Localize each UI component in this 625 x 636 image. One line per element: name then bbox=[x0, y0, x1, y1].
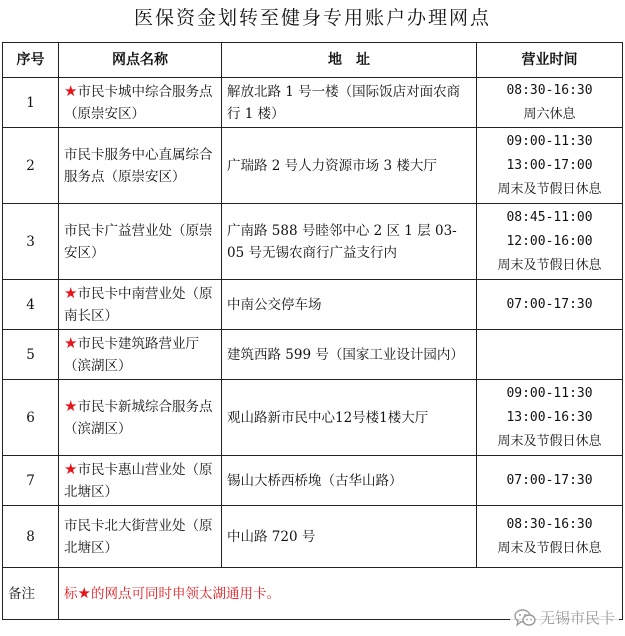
row-seq: 3 bbox=[3, 204, 59, 280]
row-hours bbox=[477, 204, 623, 280]
header-address: 地 址 bbox=[222, 43, 477, 78]
star-icon: ★ bbox=[64, 284, 78, 302]
hours-line: 周末及节假日休息 bbox=[497, 257, 602, 273]
hours-line: 周末及节假日休息 bbox=[497, 540, 602, 556]
row-hours bbox=[477, 78, 623, 128]
hours-line: 08:30-16:30 bbox=[506, 82, 593, 98]
outlet-name-text: 市民卡建筑路营业厅（滨湖区） bbox=[64, 336, 199, 374]
row-outlet-name bbox=[59, 78, 222, 128]
table-row bbox=[3, 204, 623, 280]
row-address: 中山路 720 号 bbox=[222, 506, 477, 568]
row-address: 解放北路 1 号一楼（国际饭店对面农商行 1 楼） bbox=[222, 78, 477, 128]
hours-line: 周末及节假日休息 bbox=[497, 181, 602, 197]
outlet-name-text: 市民卡北大街营业处（原北塘区） bbox=[64, 517, 213, 556]
outlet-name-text: 市民卡城中综合服务点（原崇安区） bbox=[64, 84, 213, 122]
row-outlet-name bbox=[59, 456, 222, 506]
row-address: 锡山大桥西桥堍（古华山路） bbox=[222, 456, 477, 506]
row-outlet-name bbox=[59, 380, 222, 456]
header-hours: 营业时间 bbox=[477, 43, 623, 78]
wechat-icon bbox=[514, 609, 536, 627]
star-icon: ★ bbox=[64, 460, 78, 478]
row-seq: 5 bbox=[3, 330, 59, 380]
note-label: 备注 bbox=[3, 568, 59, 620]
row-outlet-name bbox=[59, 506, 222, 568]
outlet-table bbox=[2, 42, 623, 620]
outlet-name-text: 市民卡新城综合服务点（滨湖区） bbox=[64, 399, 213, 437]
hours-line: 周六休息 bbox=[523, 106, 576, 122]
row-address: 广南路 588 号睦邻中心 2 区 1 层 03-05 号无锡农商行广益支行内 bbox=[222, 204, 477, 280]
row-address: 建筑西路 599 号（国家工业设计园内） bbox=[222, 330, 477, 380]
hours-line: 13:00-16:30 bbox=[506, 409, 593, 425]
star-icon: ★ bbox=[77, 584, 91, 602]
page-title: 医保资金划转至健身专用账户办理网点 bbox=[133, 7, 491, 29]
hours-line: 08:30-16:30 bbox=[506, 516, 593, 532]
watermark-text: 无锡市民卡 bbox=[539, 609, 615, 627]
row-address: 中南公交停车场 bbox=[222, 280, 477, 330]
row-hours bbox=[477, 128, 623, 204]
header-name: 网点名称 bbox=[59, 43, 222, 78]
row-outlet-name bbox=[59, 330, 222, 380]
hours-line: 07:00-17:30 bbox=[506, 472, 593, 488]
row-seq: 1 bbox=[3, 78, 59, 128]
row-seq: 4 bbox=[3, 280, 59, 330]
row-hours bbox=[477, 280, 623, 330]
table-header-row bbox=[3, 43, 623, 78]
row-hours bbox=[477, 456, 623, 506]
row-hours bbox=[477, 506, 623, 568]
hours-line: 12:00-16:00 bbox=[506, 233, 593, 249]
hours-line: 08:45-11:00 bbox=[506, 209, 593, 225]
hours-line: 09:00-11:30 bbox=[506, 133, 593, 149]
hours-line: 13:00-17:00 bbox=[506, 157, 593, 173]
outlet-name-text: 市民卡惠山营业处（原北塘区） bbox=[64, 462, 213, 500]
table-row bbox=[3, 128, 623, 204]
hours-line: 07:00-17:30 bbox=[506, 296, 593, 312]
star-icon: ★ bbox=[64, 334, 78, 352]
row-address: 观山路新市民中心12号楼1楼大厅 bbox=[222, 380, 477, 456]
row-outlet-name bbox=[59, 204, 222, 280]
table-row bbox=[3, 330, 623, 380]
table-row bbox=[3, 78, 623, 128]
note-text-suffix: 的网点可同时申领太湖通用卡。 bbox=[90, 586, 280, 602]
hours-line: 09:00-11:30 bbox=[506, 385, 593, 401]
star-icon: ★ bbox=[64, 82, 78, 100]
row-address: 广瑞路 2 号人力资源市场 3 楼大厅 bbox=[222, 128, 477, 204]
table-row bbox=[3, 506, 623, 568]
watermark bbox=[510, 605, 619, 630]
star-icon: ★ bbox=[64, 397, 78, 415]
row-hours bbox=[477, 330, 623, 380]
row-seq: 6 bbox=[3, 380, 59, 456]
table-row bbox=[3, 280, 623, 330]
row-seq: 7 bbox=[3, 456, 59, 506]
row-hours bbox=[477, 380, 623, 456]
row-seq: 2 bbox=[3, 128, 59, 204]
outlet-name-text: 市民卡广益营业处（原崇安区） bbox=[64, 222, 213, 261]
header-seq: 序号 bbox=[3, 43, 59, 78]
outlet-name-text: 市民卡中南营业处（原南长区） bbox=[64, 286, 213, 324]
hours-line: 周末及节假日休息 bbox=[497, 433, 602, 449]
table-row bbox=[3, 380, 623, 456]
row-outlet-name bbox=[59, 280, 222, 330]
row-seq: 8 bbox=[3, 506, 59, 568]
note-text-prefix: 标 bbox=[64, 586, 78, 602]
row-outlet-name bbox=[59, 128, 222, 204]
outlet-name-text: 市民卡服务中心直属综合服务点（原崇安区） bbox=[64, 146, 213, 185]
table-row bbox=[3, 456, 623, 506]
